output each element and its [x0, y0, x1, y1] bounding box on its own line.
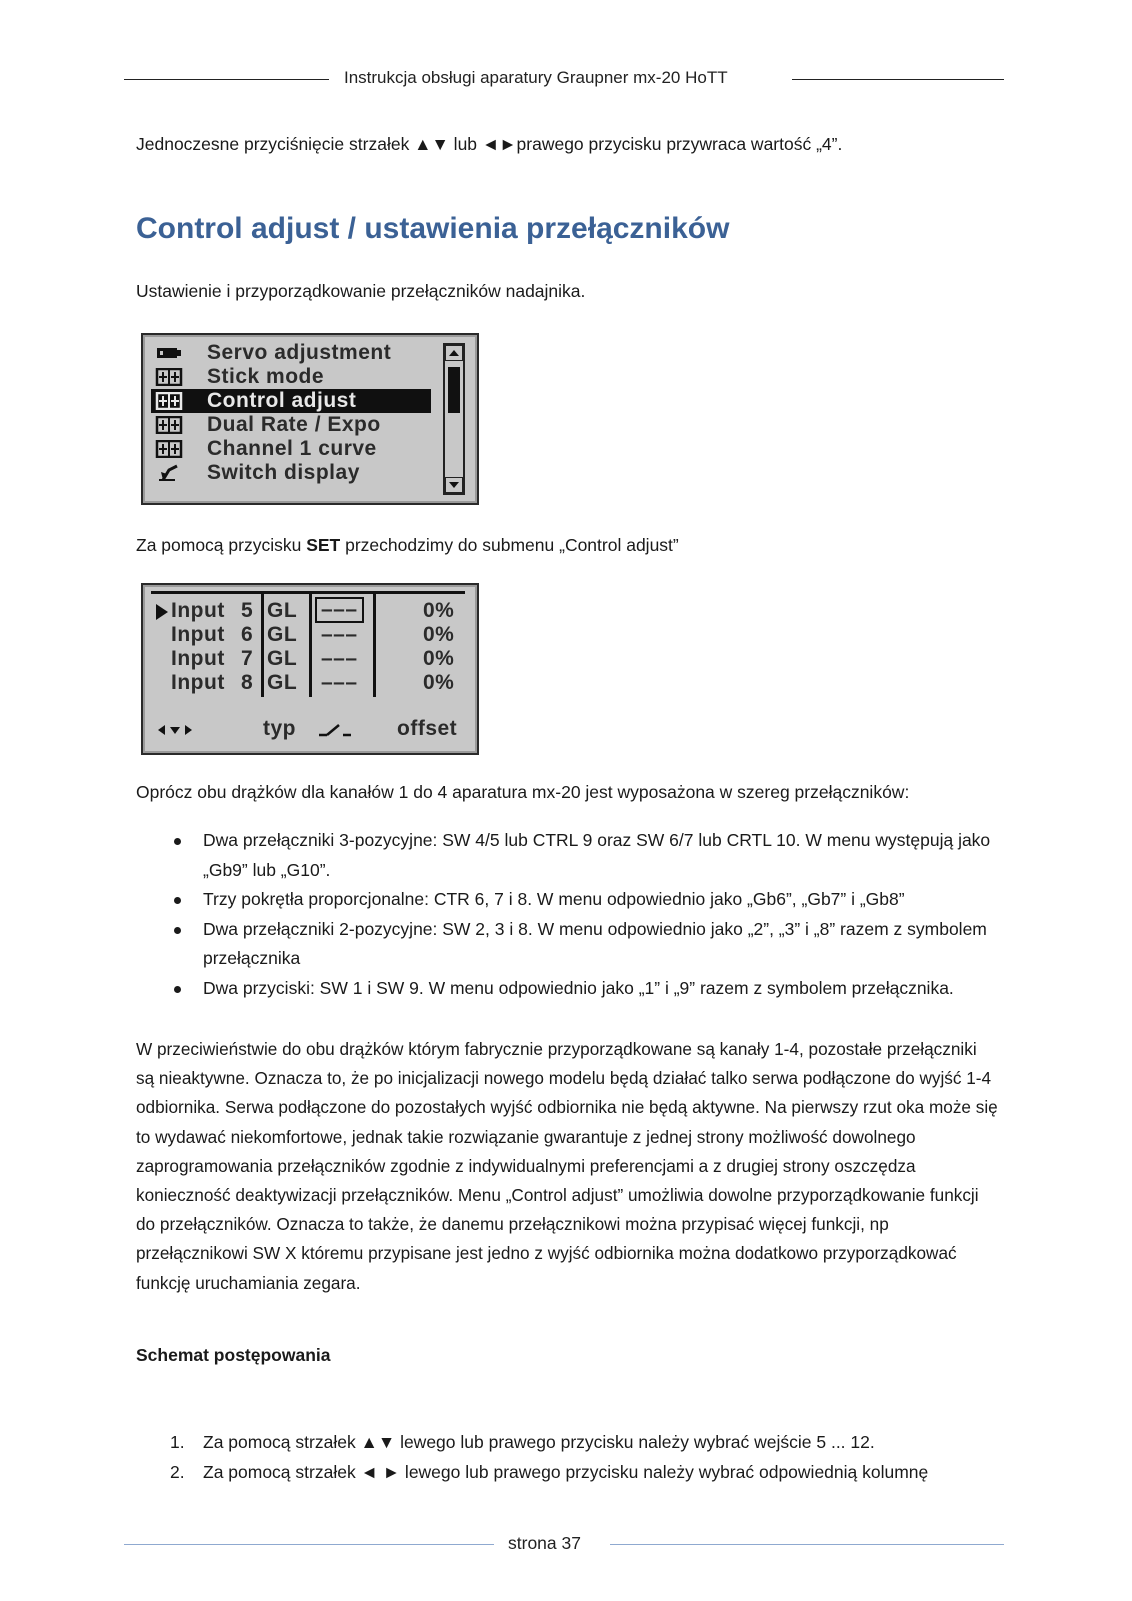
row-input-label: Input — [171, 623, 225, 646]
intro-text: Jednoczesne przyciśnięcie strzałek ▲▼ lub ◄►prawego przycisku przywraca wartość „4”. — [136, 134, 843, 154]
procedure-steps — [136, 1428, 1016, 1487]
page-number: strona 37 — [508, 1533, 581, 1553]
control-adjust-lcd-screen — [141, 583, 479, 755]
row-input-label: Input — [171, 599, 225, 622]
section-title: Control adjust / ustawienia przełączników — [136, 212, 730, 245]
row-type: GL — [267, 671, 298, 694]
header-rule-right — [792, 79, 1004, 80]
row-input-number: 5 — [241, 599, 254, 622]
lcd-col-separator-2 — [309, 593, 312, 697]
header-rule-left — [124, 79, 329, 80]
row-switch: ––– — [321, 623, 358, 646]
row-input-number: 6 — [241, 623, 254, 646]
lcd-col-separator-1 — [261, 593, 264, 697]
row-input-number: 8 — [241, 671, 254, 694]
bullet-icon — [174, 927, 181, 934]
row-input-number: 7 — [241, 647, 254, 670]
menu-item-servo-adjustment: Servo adjustment — [151, 341, 431, 365]
lcd-col-separator-3 — [373, 593, 376, 697]
section-intro: Ustawienie i przyporządkowanie przełączników nadajnika. — [136, 281, 586, 301]
footer-offset-label: offset — [397, 717, 458, 740]
stick-icon — [155, 368, 183, 386]
footer-rule-right — [610, 1544, 1004, 1545]
menu-item-stick-mode: Stick mode — [151, 365, 431, 389]
set-instruction: Za pomocą przycisku SET przechodzimy do submenu „Control adjust” — [136, 535, 679, 555]
menu-item-channel-1-curve: Channel 1 curve — [151, 437, 431, 461]
row-input-label: Input — [171, 647, 225, 670]
list-item: 2. Za pomocą strzałek ◄ ► lewego lub prawego przycisku należy wybrać odpowiednią kolumnę — [170, 1461, 929, 1482]
switches-intro: Oprócz obu drążków dla kanałów 1 do 4 aparatura mx-20 jest wyposażona w szereg przełączników: — [136, 782, 910, 802]
nav-arrows-icon — [157, 723, 193, 737]
row-switch: ––– — [321, 671, 358, 694]
list-item: Dwa przełączniki 2-pozycyjne: SW 2, 3 i 8. W menu odpowiednio jako „2”, „3” i „8” razem z symbolem przełącznika — [136, 915, 1016, 974]
menu-item-switch-display: Switch display — [151, 461, 431, 485]
header-title: Instrukcja obsługi aparatury Graupner mx-20 HoTT — [344, 68, 728, 87]
procedure-title: Schemat postępowania — [136, 1345, 331, 1365]
row-input-label: Input — [171, 671, 225, 694]
row-offset: 0% — [423, 599, 455, 622]
body-paragraph: W przeciwieństwie do obu drążków którym fabrycznie przyporządkowane są kanały 1-4, pozostałe przełączniki są nieaktywne. Oznacza to, że po inicjalizacji nowego modelu będą działać talko serwa podłączone do wyjść 1-4 odbiornika. Serwa podłączone do pozostałych wyjść odbiornika nie będą aktywne. Na pierwszy rzut oka może się to wydawać niekomfortowe, jednak takie rozwiązanie gwarantuje z jednej strony możliwość dowolnego zaprogramowania przełączników zgodnie z indywidualnymi preferencjami a z drugiej strony oszczędza konieczność deaktywizacji przełączników. Menu „Control adjust” umożliwia dowolne przyporządkowanie funkcji do przełączników. Oznacza to także, że danemu przełącznikowi można przypisać więcej funkcji, np przełącznikowi SW X któremu przypisane jest jedno z wyjść odbiornika można dodatkowo przyporządkować funkcję uruchamiania zegara. — [136, 1039, 998, 1293]
switch-symbol-icon — [317, 721, 353, 737]
row-switch: ––– — [321, 647, 358, 670]
scroll-up-icon — [445, 345, 463, 361]
row-offset: 0% — [423, 623, 455, 646]
list-item: Dwa przyciski: SW 1 i SW 9. W menu odpowiednio jako „1” i „9” razem z symbolem przełącznika. — [136, 974, 1016, 1004]
scroll-thumb — [448, 367, 460, 413]
row-switch-selected: ––– — [315, 597, 364, 623]
row-type: GL — [267, 599, 298, 622]
bullet-icon — [174, 838, 181, 845]
list-item: Trzy pokrętła proporcjonalne: CTR 6, 7 i 8. W menu odpowiednio jako „Gb6”, „Gb7” i „Gb8” — [136, 885, 1016, 915]
bullet-icon — [174, 986, 181, 993]
list-item: Dwa przełączniki 3-pozycyjne: SW 4/5 lub CTRL 9 oraz SW 6/7 lub CRTL 10. W menu występują jako „Gb9” lub „G10”. — [136, 826, 1016, 885]
menu-scrollbar — [443, 343, 465, 495]
stick-icon — [155, 392, 183, 410]
row-type: GL — [267, 647, 298, 670]
scroll-down-icon — [445, 477, 463, 493]
switches-list — [136, 826, 1016, 1003]
lcd-top-rule — [151, 591, 465, 594]
footer-rule-left — [124, 1544, 494, 1545]
page-footer — [124, 1532, 1004, 1556]
list-item: 1. Za pomocą strzałek ▲▼ lewego lub prawego przycisku należy wybrać wejście 5 ... 12. — [170, 1432, 875, 1452]
footer-typ-label: typ — [263, 717, 296, 740]
page-header — [124, 66, 1004, 92]
menu-item-control-adjust: Control adjust — [151, 389, 431, 413]
stick-icon — [155, 416, 183, 434]
menu-item-dual-rate-expo: Dual Rate / Expo — [151, 413, 431, 437]
row-offset: 0% — [423, 671, 455, 694]
switch-icon — [155, 464, 183, 482]
row-offset: 0% — [423, 647, 455, 670]
menu-lcd-screen — [141, 333, 479, 505]
row-type: GL — [267, 623, 298, 646]
stick-icon — [155, 440, 183, 458]
row-selector-icon — [155, 603, 169, 621]
bullet-icon — [174, 897, 181, 904]
servo-icon — [155, 344, 183, 362]
